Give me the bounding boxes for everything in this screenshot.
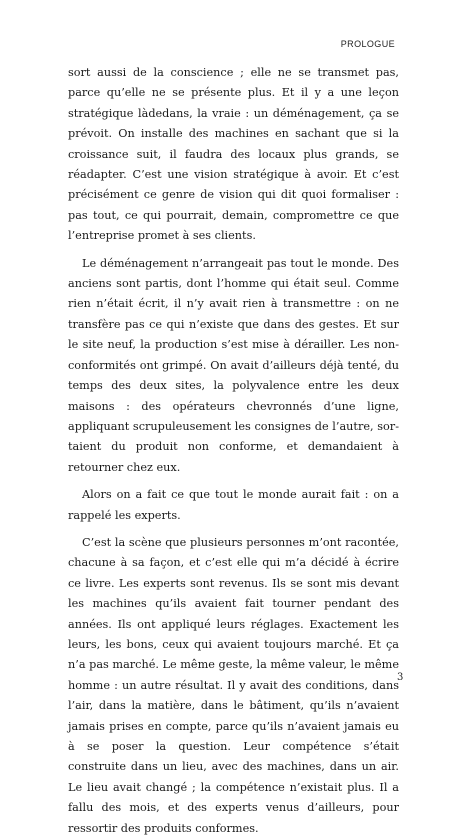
body-text xyxy=(68,63,399,839)
paragraph-3: Alors on a fait ce que tout le monde aurait fait : on a rappelé les experts. xyxy=(68,488,399,522)
paragraph-4: C’est la scène que plusieurs personnes m’ont racontée, chacune à sa façon, et c’est elle qui m’a décidé à écrire ce livre. Les experts sont revenus. Ils se sont mis devant les machines qu’ils avaient fait tourner pendant des années. Ils ont appliqué leurs réglages. Exactement les leurs, les bons, ceux qui avaient toujours marché. Et ça n’a pas marché. Le même geste, la même valeur, le même homme : un autre résultat. Il y avait des conditions, dans l’air, dans la matière, dans le bâtiment, qu’ils n’avaient jamais prises en compte, parce qu’ils n’avaient jamais eu à se poser la question. Leur compétence s’était construite dans un lieu, avec des machines, dans un air. Le lieu avait changé ; la compétence n’existait plus. Il a fallu des mois, et des experts venus d’ailleurs, pour ressortir des produits conformes. xyxy=(68,535,399,835)
paragraph-2: Le déménagement n’arrangeait pas tout le monde. Des anciens sont partis, dont l’homme qui était seul. Comme rien n’était écrit, il n’y avait rien à transmettre : on ne transfère pas ce qui n’existe que dans des gestes. Et sur le site neuf, la production s’est mise à dérailler. Les non-conformités ont grimpé. On avait d’ailleurs déjà tenté, du temps des deux sites, la polyvalence entre les deux maisons : des opérateurs chevronnés d’une ligne, appliquant scrupuleusement les consignes de l’autre, sortaient du produit non conforme, et demandaient à retourner chez eux. xyxy=(68,256,399,474)
paragraph-1: sort aussi de la conscience ; elle ne se transmet pas, parce qu’elle ne se présente plus. Et il y a une leçon stratégique làdedans, la vraie : un déménagement, ça se prévoit. On installe des machines en sachant que si la croissance suit, il faudra des locaux plus grands, se réadapter. C’est une vision stratégique à avoir. Et c’est précisément ce genre de vision qui dit quoi formaliser : pas tout, ce qui pourrait, demain, compromettre ce que l’entreprise promet à ses clients. xyxy=(68,66,399,243)
running-header: PROLOGUE xyxy=(340,39,395,49)
page-number: 3 xyxy=(397,672,404,683)
